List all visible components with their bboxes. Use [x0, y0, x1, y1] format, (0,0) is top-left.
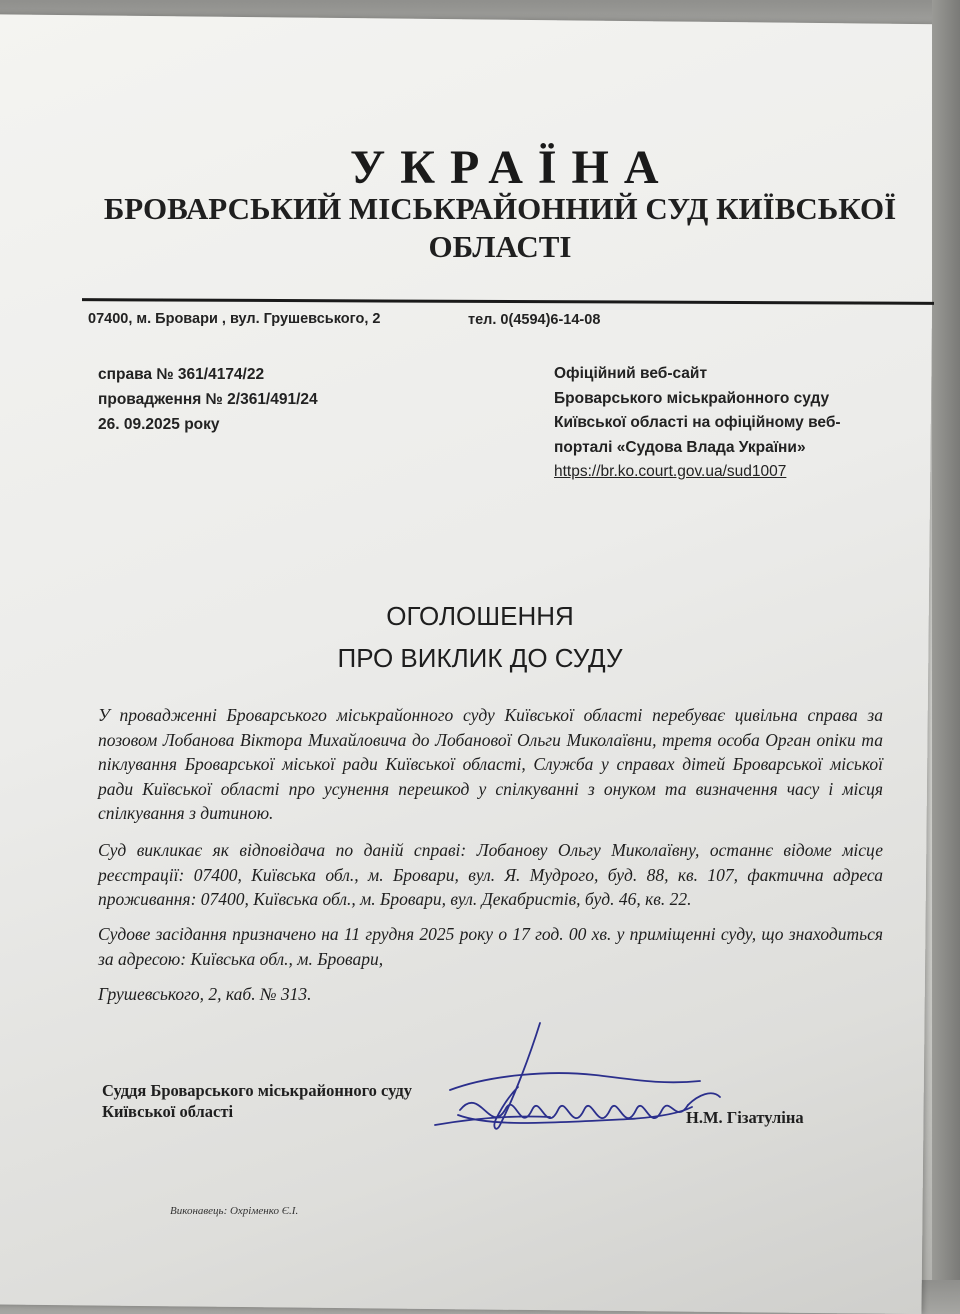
court-heading	[100, 190, 900, 266]
case-number: справа № 361/4174/22	[98, 366, 265, 383]
website-link[interactable]: https://br.ko.court.gov.ua/sud1007	[554, 463, 787, 480]
website-line2: Броварського міськрайонного суду	[554, 389, 830, 407]
notice-title-line1: ОГОЛОШЕННЯ	[386, 601, 574, 631]
court-heading-line1: БРОВАРСЬКИЙ МІСЬКРАЙОННИЙ СУД КИЇВСЬКОЇ	[103, 191, 897, 226]
notice-title-line2: ПРО ВИКЛИК ДО СУДУ	[337, 643, 623, 673]
notice-title	[280, 595, 680, 679]
country-heading: УКРАЇНА	[350, 141, 674, 194]
judge-title-line2: Київської області	[102, 1102, 234, 1121]
notice-paragraph-hearing: Судове засідання призначено на 11 грудня 2025 року о 17 год. 00 хв. у приміщенні суду, що знаходиться за адресою: Київська обл., м. Бровари,	[98, 924, 883, 969]
website-line3: Київської області на офіційному веб-	[554, 414, 841, 431]
judge-signature	[430, 1015, 730, 1155]
website-info	[554, 362, 884, 485]
document-date: 26. 09.2025 року	[98, 416, 220, 433]
case-info	[98, 362, 318, 437]
executor-note: Виконавець: Охріменко Є.І.	[170, 1205, 299, 1217]
website-line1: Офіційний веб-сайт	[554, 365, 708, 382]
header-divider	[82, 298, 934, 305]
proceeding-number: провадження № 2/361/491/24	[98, 391, 318, 408]
notice-paragraph-defendant: Суд викликає як відповідача по даній справі: Лобанову Ольгу Миколаївну, останнє відоме місце реєстрації: 07400, Київська обл., м. Бровари, вул. Я. Мудрого, буд. 88, кв. 107, фактична адреса проживання: 07400, Київська обл., м. Бровари, вул. Декабристів, буд. 46, кв. 22.	[98, 840, 883, 909]
court-address: 07400, м. Бровари , вул. Грушевського, 2	[88, 311, 381, 327]
website-line4: порталі «Судова Влада України»	[554, 438, 806, 456]
notice-paragraph-room: Грушевського, 2, каб. № 313.	[98, 984, 312, 1004]
court-phone: тел. 0(4594)6-14-08	[468, 312, 601, 328]
notice-paragraph-case: У провадженні Броварського міськрайонного суду Київської області перебуває цивільна справа за позовом Лобанова Віктора Михайловича до Лобанової Ольги Миколаївни, третя особа Орган опіки та піклування Броварської міської ради Київської області, Служба у справах дітей Броварської міської ради Київської області про усунення перешкод у спілкуванні з онуком та визначення часу і місця спілкування з дитиною.	[98, 705, 883, 823]
judge-name: Н.М. Гізатуліна	[686, 1108, 804, 1127]
judge-title-line1: Суддя Броварського міськрайонного суду	[102, 1081, 412, 1100]
court-heading-line2: ОБЛАСТІ	[428, 229, 572, 264]
judge-title	[102, 1080, 412, 1122]
